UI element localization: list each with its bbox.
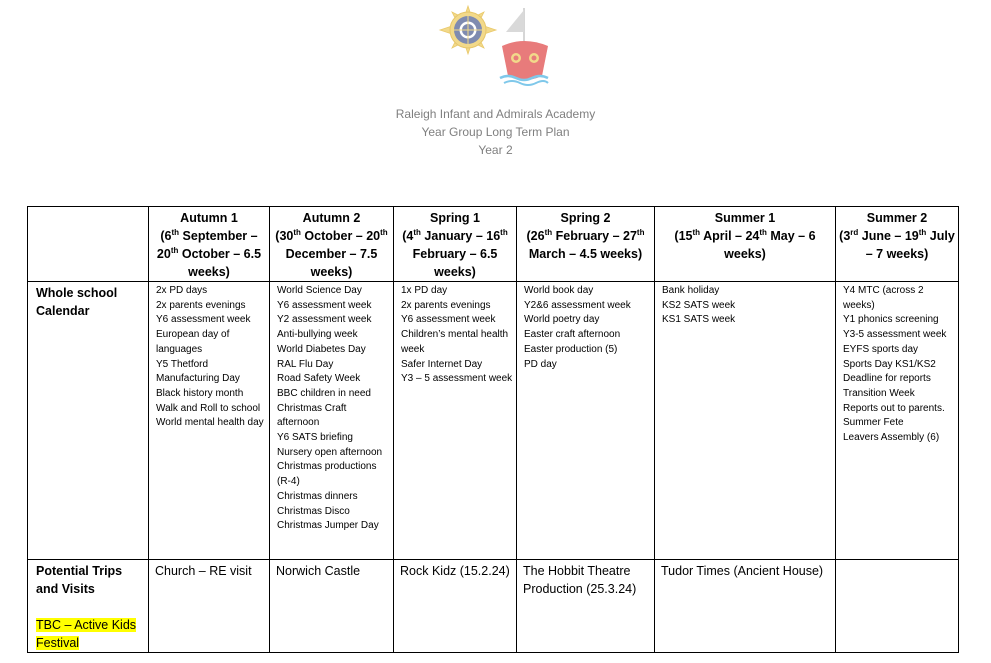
calendar-entry: European day of languages [156, 329, 230, 355]
trips-row [28, 560, 959, 653]
calendar-entry: Road Safety Week [277, 373, 361, 385]
calendar-entry: Y6 SATS briefing [277, 432, 353, 444]
calendar-entry: KS2 SATS week [662, 299, 736, 311]
tbc-highlight: TBC – Active Kids Festival [36, 618, 137, 650]
calendar-entry: Y6 assessment week [401, 314, 496, 326]
calendar-entry: Summer Fete [843, 417, 904, 429]
term-header: Spring 2 (26th February – 27th March – 4.5 weeks) [517, 207, 655, 282]
trip-cell: Rock Kidz (15.2.24) [394, 560, 517, 653]
compass-icon [440, 6, 496, 54]
term-header: Autumn 1 (6th September – 20th October – 6.5 weeks) [149, 207, 270, 282]
calendar-cell [517, 282, 655, 560]
calendar-cell [270, 282, 394, 560]
calendar-row [28, 282, 959, 560]
calendar-entry: Y3 – 5 assessment week [401, 373, 513, 385]
term-header: Summer 1 (15th April – 24th May – 6 weeks) [655, 207, 836, 282]
calendar-entry: Deadline for reports [843, 373, 931, 385]
calendar-entry: Easter production (5) [524, 343, 618, 355]
calendar-row-label: Whole school Calendar [28, 282, 149, 560]
term-header: Summer 2 (3rd June – 19th July – 7 weeks) [836, 207, 959, 282]
calendar-entry: EYFS sports day [843, 343, 919, 355]
calendar-entry: Safer Internet Day [401, 358, 483, 370]
term-header: Autumn 2 (30th October – 20th December – 7.5 weeks) [270, 207, 394, 282]
calendar-entry: Bank holiday [662, 285, 720, 296]
calendar-entry: 1x PD day [401, 285, 448, 296]
term-header: Spring 1 (4th January – 16th February – 6.5 weeks) [394, 207, 517, 282]
calendar-entry: World poetry day [524, 314, 600, 326]
trips-row-label [28, 560, 149, 653]
calendar-entry: Reports out to parents. [843, 402, 945, 414]
calendar-entry: Y5 Thetford Manufacturing Day [156, 358, 240, 385]
document-header [0, 105, 991, 159]
calendar-entry: 2x PD days [156, 285, 208, 296]
calendar-entry: Y2 assessment week [277, 314, 372, 326]
calendar-entry: RAL Flu Day [277, 358, 334, 370]
plan-title: Year Group Long Term Plan [421, 125, 570, 139]
calendar-entry: World book day [524, 285, 594, 296]
calendar-entry: Christmas Disco [277, 505, 350, 517]
trips-label-text: Potential Trips and Visits [36, 564, 123, 596]
calendar-entry: Christmas Craft afternoon [277, 402, 347, 429]
calendar-entry: World Science Day [277, 285, 362, 296]
calendar-cell [149, 282, 270, 560]
calendar-entry: Y1 phonics screening [843, 314, 939, 326]
calendar-entry: Leavers Assembly (6) [843, 432, 940, 444]
header-corner-cell [28, 207, 149, 282]
trip-cell: Tudor Times (Ancient House) [655, 560, 836, 653]
calendar-entry: Christmas dinners [277, 490, 358, 502]
calendar-entry: Y3-5 assessment week [843, 329, 947, 341]
calendar-entry: Black history month [156, 387, 244, 399]
trip-cell: The Hobbit Theatre Production (25.3.24) [517, 560, 655, 653]
calendar-entry: KS1 SATS week [662, 314, 736, 326]
year-label: Year 2 [478, 143, 513, 157]
term-header-row [28, 207, 959, 282]
boat-icon [500, 8, 548, 85]
calendar-entry: Walk and Roll to school [156, 402, 261, 414]
trip-cell: Norwich Castle [270, 560, 394, 653]
calendar-entry: Anti-bullying week [277, 329, 358, 341]
calendar-entry: World mental health day [156, 417, 264, 429]
calendar-entry: Christmas productions (R-4) [277, 461, 377, 488]
trip-cell: Church – RE visit [149, 560, 270, 653]
calendar-entry: Y4 MTC (across 2 weeks) [843, 285, 924, 311]
calendar-entry: Y6 assessment week [156, 314, 251, 326]
calendar-entry: Christmas Jumper Day [277, 520, 379, 532]
calendar-entry: World Diabetes Day [277, 343, 366, 355]
calendar-entry: 2x parents evenings [156, 299, 246, 311]
school-name: Raleigh Infant and Admirals Academy [395, 107, 596, 121]
calendar-entry: Easter craft afternoon [524, 329, 621, 341]
school-logo [438, 4, 550, 88]
calendar-entry: Y2&6 assessment week [524, 299, 631, 311]
calendar-entry: 2x parents evenings [401, 299, 491, 311]
calendar-entry: Transition Week [843, 387, 915, 399]
trip-cell [836, 560, 959, 653]
calendar-entry: Y6 assessment week [277, 299, 372, 311]
calendar-entry: Nursery open afternoon [277, 446, 383, 458]
calendar-entry: Sports Day KS1/KS2 [843, 358, 936, 370]
calendar-entry: PD day [524, 358, 557, 370]
calendar-cell [655, 282, 836, 560]
calendar-cell [394, 282, 517, 560]
long-term-plan-table [27, 206, 959, 653]
calendar-cell [836, 282, 959, 560]
calendar-entry: BBC children in need [277, 387, 371, 399]
calendar-entry: Children’s mental health week [401, 329, 509, 355]
